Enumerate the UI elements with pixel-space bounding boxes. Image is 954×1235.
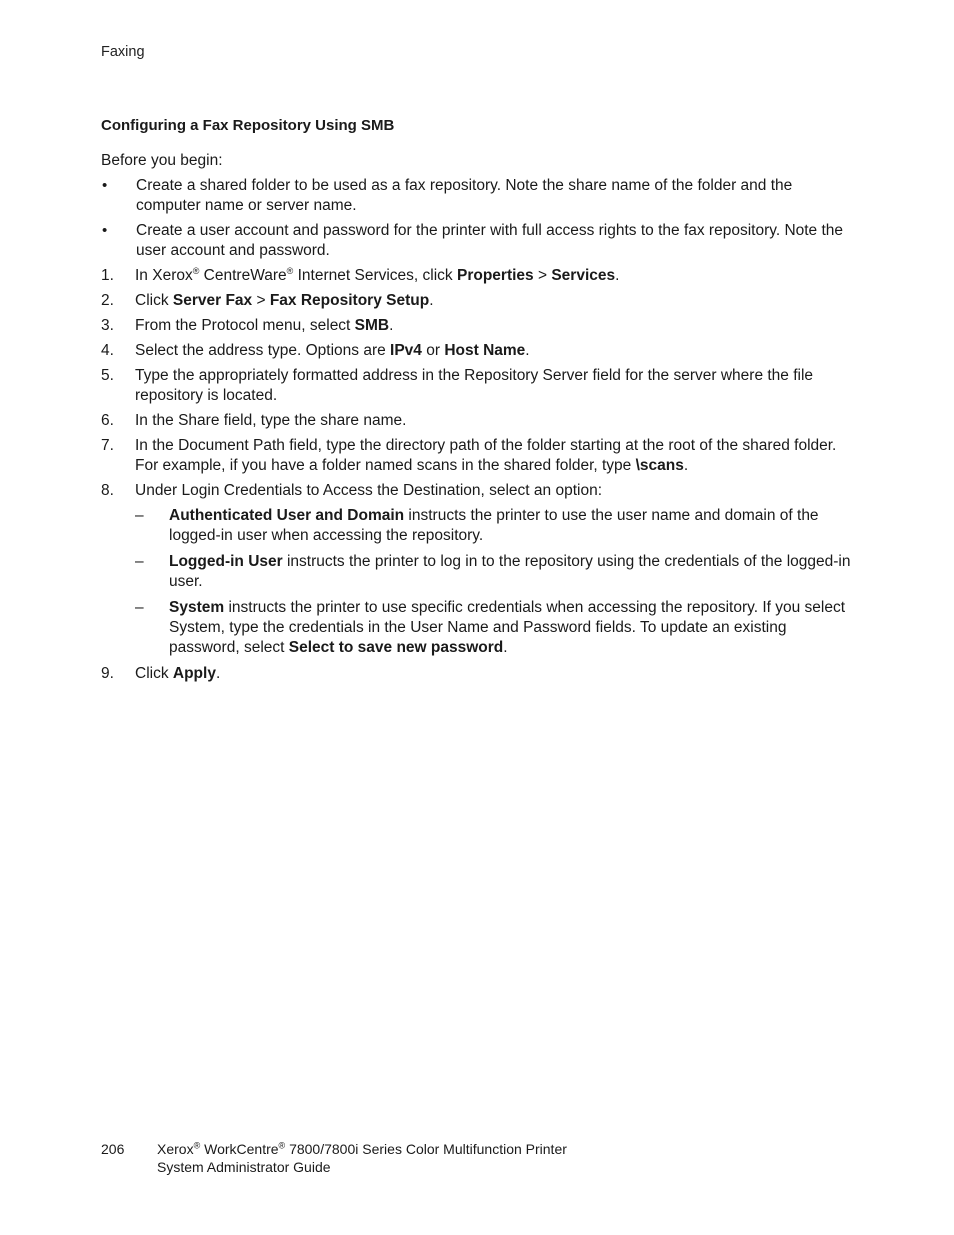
- step-text: Under Login Credentials to Access the Destination, select an option:: [135, 482, 602, 499]
- option-item: [135, 598, 857, 658]
- option-item: [135, 506, 857, 546]
- step-number: 7.: [101, 437, 114, 454]
- step-text: In the Document Path field, type the directory path of the folder starting at the root of the shared folder. For example, if you have a folder named scans in the shared folder, type \scans.: [135, 437, 837, 474]
- page-number: 206: [101, 1141, 125, 1157]
- step-2: [101, 291, 857, 311]
- step-4: [101, 341, 857, 361]
- step-number: 3.: [101, 317, 114, 334]
- step-number: 6.: [101, 412, 114, 429]
- step-number: 1.: [101, 267, 114, 284]
- step-text: From the Protocol menu, select SMB.: [135, 317, 394, 334]
- step-text: Type the appropriately formatted address in the Repository Server field for the server where the file repository is located.: [135, 367, 814, 404]
- bullet-icon: •: [102, 177, 108, 194]
- bullet-item: [101, 221, 857, 261]
- dash-icon: –: [135, 507, 144, 524]
- running-header: Faxing: [101, 44, 145, 60]
- step-7: [101, 436, 857, 476]
- bullet-icon: •: [102, 222, 108, 239]
- step-3: [101, 316, 857, 336]
- step-text: Click Server Fax > Fax Repository Setup.: [135, 292, 434, 309]
- bullet-item: [101, 176, 857, 216]
- step-number: 4.: [101, 342, 114, 359]
- step-text: Click Apply.: [135, 665, 221, 682]
- step-8: [101, 481, 857, 501]
- bullet-text: Create a user account and password for the printer with full access rights to the fax repository. Note the user account and password.: [136, 222, 844, 259]
- step-number: 8.: [101, 482, 114, 499]
- section-title: Configuring a Fax Repository Using SMB: [101, 117, 395, 134]
- step-text: In Xerox® CentreWare® Internet Services, click Properties > Services.: [135, 265, 620, 284]
- footer-product: Xerox® WorkCentre® 7800/7800i Series Color Multifunction Printer System Administrator Guide: [157, 1140, 567, 1175]
- dash-icon: –: [135, 553, 144, 570]
- step-5: [101, 366, 857, 406]
- intro-text: Before you begin:: [101, 152, 223, 169]
- option-text: System instructs the printer to use specific credentials when accessing the repository. If you select System, type the credentials in the User Name and Password fields. To update an existing password, select Select to save new password.: [169, 599, 846, 656]
- step-9: [101, 664, 857, 684]
- dash-icon: –: [135, 599, 144, 616]
- step-text: In the Share field, type the share name.: [135, 412, 407, 429]
- step-text: Select the address type. Options are IPv4 or Host Name.: [135, 342, 530, 359]
- step-number: 2.: [101, 292, 114, 309]
- option-text: Logged-in User instructs the printer to log in to the repository using the credentials of the logged-in user.: [169, 553, 851, 590]
- option-item: [135, 552, 857, 592]
- document-body: [101, 151, 857, 689]
- bullet-text: Create a shared folder to be used as a fax repository. Note the share name of the folder and the computer name or server name.: [136, 177, 793, 214]
- page-footer: [101, 1140, 567, 1176]
- step-number: 5.: [101, 367, 114, 384]
- step-1: [101, 266, 857, 286]
- option-text: Authenticated User and Domain instructs the printer to use the user name and domain of the logged-in user when accessing the repository.: [169, 507, 819, 544]
- footer-guide-title: System Administrator Guide: [157, 1159, 331, 1175]
- step-number: 9.: [101, 665, 114, 682]
- step-6: [101, 411, 857, 431]
